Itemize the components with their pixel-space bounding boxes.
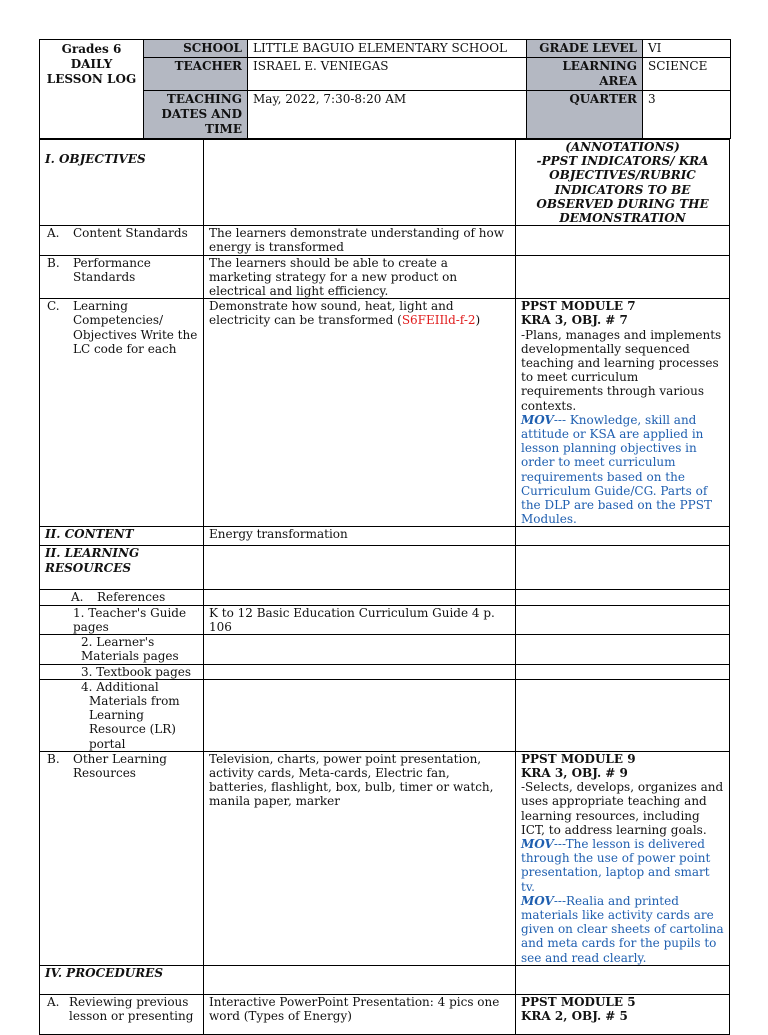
content-text: Energy transformation xyxy=(204,527,516,546)
other-resources-label: Other Learning Resources xyxy=(73,751,167,780)
dates-value: May, 2022, 7:30-8:20 AM xyxy=(248,91,527,139)
objectives-row xyxy=(40,140,730,226)
resources-row xyxy=(40,546,730,590)
textbook-row xyxy=(40,664,730,679)
dates-label: TEACHING DATES AND TIME xyxy=(144,91,248,139)
references-label: References xyxy=(97,590,166,605)
other-resources-annotation: PPST MODULE 9 KRA 3, OBJ. # 9 -Selects, develops, organizes and uses appropriate teaching and learning resources, including ICT, to address learning goals. MOV---The lesson is delivered through the use of power point presentation, laptop and smart tv. MOV---Realia and printed materials like activity cards are given on clear sheets of cartolina and meta cards for the pupils to see and read clearly. xyxy=(516,751,730,965)
lc-code: S6FEIIld-f-2 xyxy=(401,313,476,328)
teachers-guide-text: K to 12 Basic Education Curriculum Guide 4 p. 106 xyxy=(204,605,516,634)
competencies-text: Demonstrate how sound, heat, light and electricity can be transformed (S6FEIIld-f-2) xyxy=(204,299,516,527)
procedures-title: IV. PROCEDURES xyxy=(40,965,204,994)
school-value: LITTLE BAGUIO ELEMENTARY SCHOOL xyxy=(248,40,527,58)
learning-area-value: SCIENCE xyxy=(643,58,731,91)
competencies-annotation: PPST MODULE 7 KRA 3, OBJ. # 7 -Plans, manages and implements developmentally sequenced teaching and learning processes to meet curriculum requirements through various contexts. MOV--- Knowledge, skill and attitude or KSA are applied in lesson planning objectives in order to meet curriculum requirements based on the Curriculum Guide/CG. Parts of the DLP are based on the PPST Modules. xyxy=(516,299,730,527)
learners-materials-row xyxy=(40,635,730,664)
lesson-table xyxy=(39,139,730,1035)
lesson-log-title: Grades 6 DAILY LESSON LOG xyxy=(40,40,144,139)
performance-standards-label: Performance Standards xyxy=(73,255,151,284)
competencies-label: Learning Competencies/ Objectives Write the LC code for each xyxy=(73,299,198,356)
performance-standards-text: The learners should be able to create a marketing strategy for a new product on electrical and light efficiency. xyxy=(204,255,516,299)
reviewing-annotation: PPST MODULE 5 KRA 2, OBJ. # 5 xyxy=(516,994,730,1034)
header-table xyxy=(39,39,731,139)
content-standards-row: A. Content Standards The learners demonstrate understanding of how energy is transformed xyxy=(40,226,730,255)
objectives-title: I. OBJECTIVES xyxy=(40,140,204,226)
teacher-label: TEACHER xyxy=(144,58,248,91)
grade-level-value: VI xyxy=(643,40,731,58)
procedures-row xyxy=(40,965,730,994)
reviewing-label: Reviewing previous lesson or presenting xyxy=(69,994,194,1023)
content-standards-label: Content Standards xyxy=(73,226,188,241)
additional-materials-row xyxy=(40,679,730,751)
teachers-guide-row xyxy=(40,605,730,634)
references-row: A. References xyxy=(40,590,730,605)
school-label: SCHOOL xyxy=(144,40,248,58)
content-row xyxy=(40,527,730,546)
grade-level-label: GRADE LEVEL xyxy=(527,40,643,58)
teachers-guide-label: 1. Teacher's Guide pages xyxy=(40,605,204,634)
quarter-value: 3 xyxy=(643,91,731,139)
content-title: II. CONTENT xyxy=(40,527,204,546)
learning-area-label: LEARNING AREA xyxy=(527,58,643,91)
reviewing-text: Interactive PowerPoint Presentation: 4 pics one word (Types of Energy) xyxy=(204,994,516,1034)
teacher-value: ISRAEL E. VENIEGAS xyxy=(248,58,527,91)
additional-materials-label: 4. Additional Materials from Learning Resource (LR) portal xyxy=(40,679,204,751)
annotations-header: (ANNOTATIONS) -PPST INDICATORS/ KRA OBJECTIVES/RUBRIC INDICATORS TO BE OBSERVED DURING THE DEMONSTRATION xyxy=(516,140,730,226)
performance-standards-row: B. Performance Standards The learners should be able to create a marketing strategy for a new product on electrical and light efficiency. xyxy=(40,255,730,299)
competencies-row: C. Learning Competencies/ Objectives Write the LC code for each Demonstrate how sound, heat, light and electricity can be transformed (S6FEIIld-f-2) PPST MODULE 7 KRA 3, OBJ. # 7 -Plans, manages and implements developmentally sequenced teaching and learning processes to meet curriculum requirements through various contexts. MOV--- Knowledge, skill and attitude or KSA are applied in lesson planning objectives in order to meet curriculum requirements based on the Curriculum Guide/CG. Parts of the DLP are based on the PPST Modules. xyxy=(40,299,730,527)
resources-title: II. LEARNING RESOURCES xyxy=(40,546,204,590)
learners-materials-label: 2. Learner's Materials pages xyxy=(40,635,204,664)
reviewing-row: A. Reviewing previous lesson or presenting Interactive PowerPoint Presentation: 4 pics one word (Types of Energy) PPST MODULE 5 KRA 2, OBJ. # 5 xyxy=(40,994,730,1034)
other-resources-row: B. Other Learning Resources Television, charts, power point presentation, activity cards, Meta-cards, Electric fan, batteries, flashlight, box, bulb, timer or watch, manila paper, marker PPST MODULE 9 KRA 3, OBJ. # 9 -Selects, develops, organizes and uses appropriate teaching and learning resources, including ICT, to address learning goals. MOV---The lesson is delivered through the use of power point presentation, laptop and smart tv. MOV---Realia and printed materials like activity cards are given on clear sheets of cartolina and meta cards for the pupils to see and read clearly. xyxy=(40,751,730,965)
content-standards-text: The learners demonstrate understanding of how energy is transformed xyxy=(204,226,516,255)
quarter-label: QUARTER xyxy=(527,91,643,139)
other-resources-text: Television, charts, power point presentation, activity cards, Meta-cards, Electric fan, batteries, flashlight, box, bulb, timer or watch, manila paper, marker xyxy=(204,751,516,965)
textbook-label: 3. Textbook pages xyxy=(40,664,204,679)
